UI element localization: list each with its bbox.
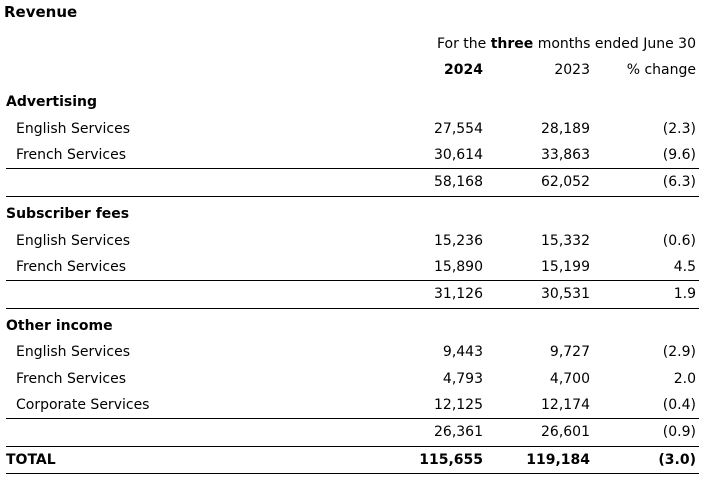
cell-2023: 28,189 xyxy=(541,121,590,137)
total-rule xyxy=(6,473,699,474)
cell-2024: 15,890 xyxy=(434,259,483,275)
section-advertising: Advertising xyxy=(6,94,97,110)
period-prefix: For the xyxy=(436,36,491,52)
subtotal-rule-bottom xyxy=(6,446,699,447)
cell-change: (0.4) xyxy=(662,397,696,413)
col-header-2023: 2023 xyxy=(554,62,590,78)
row-label: Corporate Services xyxy=(16,397,150,413)
subtotal-rule xyxy=(6,168,699,169)
cell-2024: 12,125 xyxy=(434,397,483,413)
cell-change: (2.9) xyxy=(662,344,696,360)
row-label: French Services xyxy=(16,371,127,387)
cell-2023: 33,863 xyxy=(541,147,590,163)
subtotal-rule xyxy=(6,418,699,419)
col-header-2024: 2024 xyxy=(444,62,483,78)
total-2024: 115,655 xyxy=(419,452,483,468)
cell-change: 4.5 xyxy=(673,259,696,275)
cell-change: (9.6) xyxy=(662,147,696,163)
cell-2024: 27,554 xyxy=(434,121,483,137)
cell-2023: 15,199 xyxy=(541,259,590,275)
subtotal-rule-bottom xyxy=(6,308,699,309)
subtotal-2023: 30,531 xyxy=(541,286,590,302)
cell-change: (0.6) xyxy=(662,233,696,249)
subtotal-rule xyxy=(6,280,699,281)
section-subscriber-fees: Subscriber fees xyxy=(6,206,130,222)
cell-2023: 4,700 xyxy=(549,371,590,387)
subtotal-change: (0.9) xyxy=(662,424,696,440)
cell-2023: 15,332 xyxy=(541,233,590,249)
subtotal-2024: 58,168 xyxy=(434,174,483,190)
row-label: French Services xyxy=(16,259,127,275)
section-other-income: Other income xyxy=(6,318,113,334)
cell-2023: 9,727 xyxy=(549,344,590,360)
row-label: French Services xyxy=(16,147,127,163)
cell-change: 2.0 xyxy=(673,371,696,387)
row-label: English Services xyxy=(16,233,131,249)
subtotal-rule-bottom xyxy=(6,196,699,197)
period-suffix: months ended June 30 xyxy=(533,36,696,52)
cell-2024: 15,236 xyxy=(434,233,483,249)
row-label: English Services xyxy=(16,344,131,360)
subtotal-2023: 62,052 xyxy=(541,174,590,190)
row-label: English Services xyxy=(16,121,131,137)
cell-change: (2.3) xyxy=(662,121,696,137)
total-label: TOTAL xyxy=(6,452,56,468)
period-emphasis: three xyxy=(490,36,534,52)
total-2023: 119,184 xyxy=(526,452,590,468)
col-header-change: % change xyxy=(626,62,696,78)
subtotal-2024: 26,361 xyxy=(434,424,483,440)
subtotal-change: 1.9 xyxy=(673,286,696,302)
cell-2024: 9,443 xyxy=(442,344,483,360)
subtotal-2024: 31,126 xyxy=(434,286,483,302)
cell-2024: 4,793 xyxy=(442,371,483,387)
cell-2023: 12,174 xyxy=(541,397,590,413)
total-change: (3.0) xyxy=(658,452,696,468)
table-title: Revenue xyxy=(4,3,78,21)
subtotal-change: (6.3) xyxy=(662,174,696,190)
cell-2024: 30,614 xyxy=(434,147,483,163)
period-header xyxy=(437,35,696,53)
subtotal-2023: 26,601 xyxy=(541,424,590,440)
